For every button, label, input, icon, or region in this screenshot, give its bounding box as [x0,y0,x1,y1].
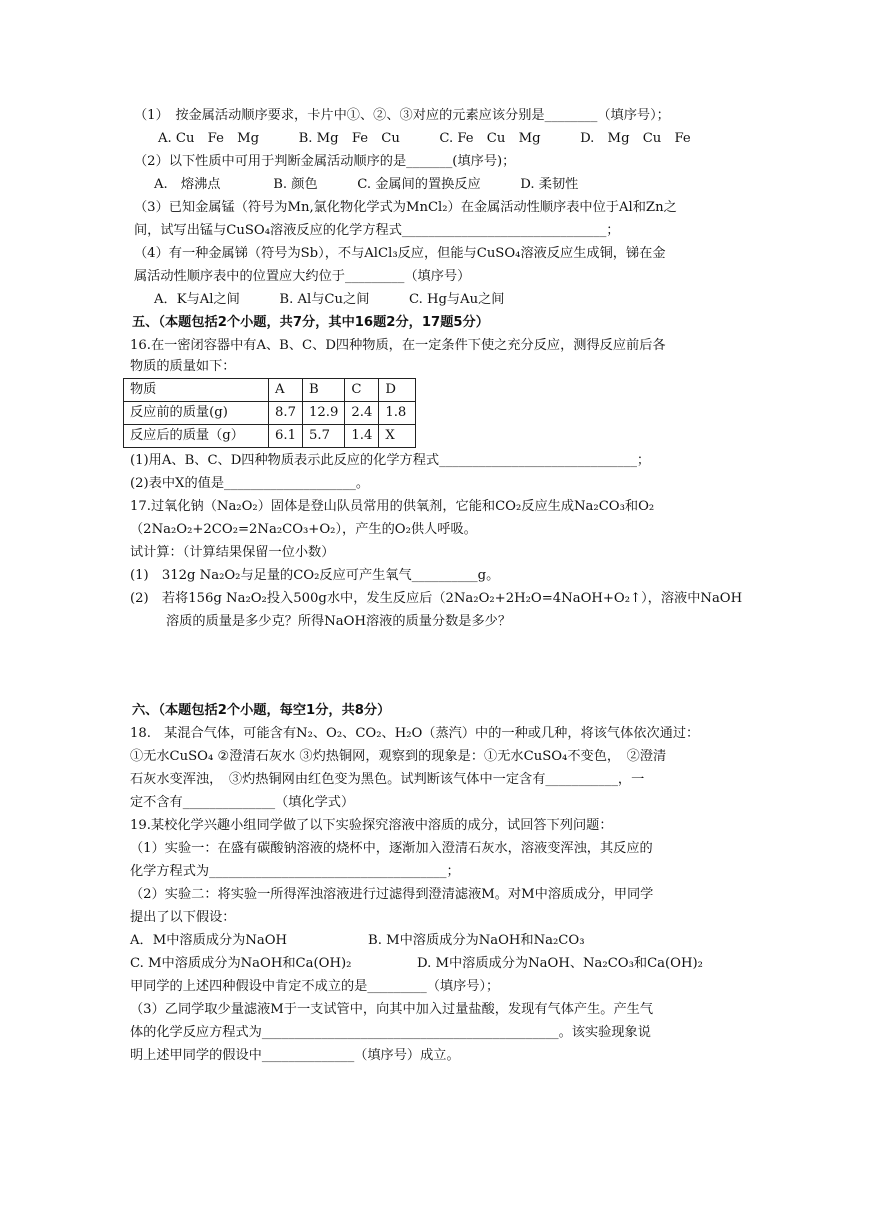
q18-line3: 石灰水变浑浊， ③灼热铜网由红色变为黑色。试判断该气体中一定含有___________，一 [130,772,645,787]
q19-part2-line3: 甲同学的上述四种假设中肯定不成立的是_________（填序号）； [130,979,500,994]
q17-instruction: 试计算：（计算结果保留一位小数） [130,545,335,560]
q15-part1-options: A. Cu Fe Mg B. Mg Fe Cu C. Fe Cu Mg D. Mg Cu Fe [158,131,691,146]
q17-part1: (1) 312g Na₂O₂与足量的CO₂反应可产生氧气__________g。 [130,568,500,583]
q15-part3-line2: 间，试写出锰与CuSO₄溶液反应的化学方程式_______________________________； [134,223,620,238]
q18-line2: ①无水CuSO₄ ②澄清石灰水 ③灼热铜网，观察到的现象是：①无水CuSO₄不变色， ②澄清 [130,749,667,764]
table-header-row [124,379,416,402]
table-cell: 5.7 [302,425,344,448]
table-cell: 8.7 [269,402,303,425]
q19-option-d: D. M中溶质成分为NaOH、Na₂CO₃和Ca(OH)₂ [417,956,703,971]
q18-line4: 定不含有______________（填化学式） [130,795,355,810]
q19-part3-line2: 体的化学反应方程式为_____________________________________________。该实验现象说 [130,1025,651,1040]
table-row [124,402,416,425]
q17-part2-line2: 溶质的质量是多少克？所得NaOH溶液的质量分数是多少？ [166,614,512,629]
q19-part1-line2: 化学方程式为____________________________________； [130,864,460,879]
q17-part2-line1: (2) 若将156g Na₂O₂投入500g水中，发生反应后（2Na₂O₂+2H₂O=4NaOH+O₂↑），溶液中NaOH [130,591,743,606]
table-cell: 反应后的质量（g） [124,425,269,448]
q19-part2-line2: 提出了以下假设： [130,910,236,925]
q19-part3-line3: 明上述甲同学的假设中______________（填序号）成立。 [130,1048,460,1063]
table-cell: 6.1 [269,425,303,448]
table-header-cell: B [302,379,344,402]
table-cell: X [379,425,416,448]
q17-stem-line2: （2Na₂O₂+2CO₂=2Na₂CO₃+O₂），产生的O₂供人呼吸。 [130,522,477,537]
q16-part1: (1)用A、B、C、D四种物质表示此反应的化学方程式______________________________； [130,453,651,468]
table-cell: 12.9 [302,402,344,425]
q19-part3-line1: （3）乙同学取少量滤液M于一支试管中，向其中加入过量盐酸，发现有气体产生。产生气 [130,1002,654,1017]
q19-stem: 19.某校化学兴趣小组同学做了以下实验探究溶液中溶质的成分，试回答下列问题： [130,818,613,833]
q15-part4-line2: 属活动性顺序表中的位置应大约位于_________（填序号） [134,269,471,284]
table-header-cell: A [269,379,303,402]
q15-part1: （1） 按金属活动顺序要求，卡片中①、②、③对应的元素应该分别是________（填序号）； [134,108,670,123]
q16-stem-line1: 16.在一密闭容器中有A、B、C、D四种物质，在一定条件下使之充分反应，测得反应前后各 [130,338,666,353]
q19-option-a: A．M中溶质成分为NaOH [130,933,288,948]
section6-heading: 六、（本题包括2个小题，每空1分，共8分） [132,703,391,718]
mass-table [123,378,416,448]
table-cell: 1.8 [379,402,416,425]
q19-option-b: B. M中溶质成分为NaOH和Na₂CO₃ [368,933,585,948]
q19-option-c: C. M中溶质成分为NaOH和Ca(OH)₂ [130,956,352,971]
q15-part2-options: A. 熔沸点 B. 颜色 C. 金属间的置换反应 D. 柔韧性 [154,177,579,192]
q17-stem-line1: 17.过氧化钠（Na₂O₂）固体是登山队员常用的供氧剂，它能和CO₂反应生成Na₂CO₃和O₂ [130,499,655,514]
table-header-cell: 物质 [124,379,269,402]
table-row [124,425,416,448]
q15-part4-options: A．K与Al之间 B. Al与Cu之间 C. Hg与Au之间 [154,292,505,307]
q16-part2: (2)表中X的值是____________________。 [130,476,370,491]
q19-part1-line1: （1）实验一：在盛有碳酸钠溶液的烧杯中，逐渐加入澄清石灰水，溶液变浑浊，其反应的 [130,841,653,856]
q18-line1: 18. 某混合气体，可能含有N₂、O₂、CO₂、H₂O（蒸汽）中的一种或几种，将该气体依次通过： [130,726,700,741]
table-cell: 反应前的质量(g) [124,402,269,425]
table-header-cell: D [379,379,416,402]
table-cell: 1.4 [345,425,379,448]
q15-part3-line1: （3）已知金属锰（符号为Mn,氯化物化学式为MnCl₂）在金属活动性顺序表中位于Al和Zn之 [134,200,677,215]
q16-stem-line2: 物质的质量如下： [130,359,236,374]
table-header-cell: C [345,379,379,402]
q15-part4-line1: （4）有一种金属锑（符号为Sb），不与AlCl₃反应，但能与CuSO₄溶液反应生成铜，锑在金 [134,246,666,261]
table-cell: 2.4 [345,402,379,425]
q15-part2: （2）以下性质中可用于判断金属活动顺序的是_______(填序号)； [134,154,516,169]
q19-part2-line1: （2）实验二：将实验一所得浑浊溶液进行过滤得到澄清滤液M。对M中溶质成分，甲同学 [130,887,654,902]
section5-heading: 五、（本题包括2个小题，共7分，其中16题2分，17题5分） [132,315,489,330]
